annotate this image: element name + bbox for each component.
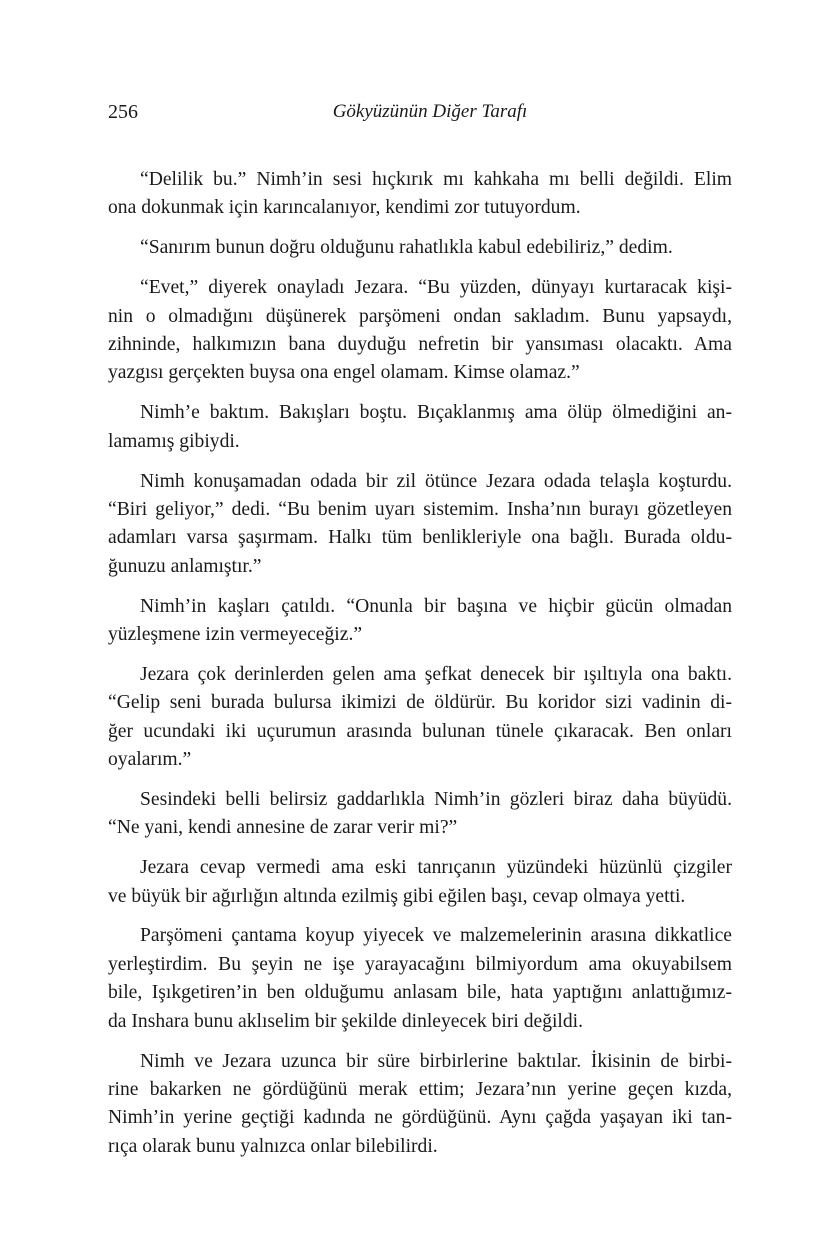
text-line: “Ne yani, kendi annesine de zarar verir mi?” [108, 817, 458, 839]
text-line: rıça olarak bunu yalnızca onlar bilebilirdi. [108, 1135, 438, 1157]
text-line: ve büyük bir ağırlığın altında ezilmiş gibi eğilen başı, cevap olmaya yetti. [108, 885, 686, 907]
text-line: “Delilik bu.” Nimh’in sesi hıçkırık mı kahkaha mı belli değildi. Elim [140, 169, 732, 190]
text-line: Nimh’in yerine geçtiği kadında ne gördüğünü. Aynı çağda yaşayan iki tan- [108, 1107, 732, 1129]
running-header [108, 101, 732, 131]
text-line: Nimh konuşamadan odada bir zil ötünce Jezara odada telaşla koşturdu. [140, 470, 732, 492]
paragraph [108, 274, 732, 388]
text-line: oyalarım.” [108, 749, 192, 771]
paragraph [108, 468, 732, 582]
paragraph [108, 166, 732, 223]
text-line: da Inshara bunu aklıselim bir şekilde dinleyecek biri değildi. [108, 1010, 584, 1032]
text-line: “Sanırım bunun doğru olduğunu rahatlıkla kabul edebiliriz,” dedim. [140, 237, 673, 259]
paragraph [108, 854, 732, 911]
text-line: zihninde, halkımızın bana duyduğu nefretin bir yansıması olacaktı. Ama [108, 333, 732, 355]
text-line: Nimh’e baktım. Bakışları boştu. Bıçaklanmış ama ölüp ölmediğini an- [140, 402, 732, 424]
paragraph [108, 1048, 732, 1162]
paragraph [108, 593, 732, 650]
body-text [108, 166, 732, 1173]
text-line: Nimh’in kaşları çatıldı. “Onunla bir başına ve hiçbir gücün olmadan [140, 595, 732, 617]
text-line: Jezara cevap vermedi ama eski tanrıçanın yüzündeki hüzünlü çizgiler [140, 857, 732, 879]
text-line: ğunuzu anlamıştır.” [108, 555, 262, 577]
running-title: Gökyüzünün Diğer Tarafı [332, 101, 528, 122]
text-line: “Evet,” diyerek onayladı Jezara. “Bu yüzden, dünyayı kurtaracak kişi- [140, 277, 732, 299]
paragraph [108, 661, 732, 775]
text-line: adamları varsa şaşırmam. Halkı tüm benlikleriyle ona bağlı. Burada oldu- [108, 527, 732, 549]
text-line: yerleştirdim. Bu şeyin ne işe yarayacağını bilmiyordum ama okuyabilsem [108, 953, 732, 975]
text-line: ona dokunmak için karıncalanıyor, kendimi zor tutuyordum. [108, 197, 581, 219]
text-line: Sesindeki belli belirsiz gaddarlıkla Nimh’in gözleri biraz daha büyüdü. [140, 788, 732, 810]
text-line: lamamış gibiydi. [108, 430, 240, 452]
text-line: Parşömeni çantama koyup yiyecek ve malzemelerinin arasına dikkatlice [140, 925, 732, 947]
text-line: rine bakarken ne gördüğünü merak ettim; Jezara’nın yerine geçen kızda, [108, 1078, 732, 1100]
text-line: “Gelip seni burada bulursa ikimizi de öldürür. Bu koridor sizi vadinin di- [108, 692, 732, 714]
paragraph [108, 922, 732, 1036]
text-line: nin o olmadığını düşünerek parşömeni ondan sakladım. Bunu yapsaydı, [108, 305, 732, 327]
paragraph [108, 234, 732, 262]
text-line: ğer ucundaki iki uçurumun arasında bulunan tünele çıkaracak. Ben onları [108, 720, 732, 742]
text-line: “Biri geliyor,” dedi. “Bu benim uyarı sistemim. Insha’nın burayı gözetleyen [108, 498, 732, 520]
text-line: yazgısı gerçekten buysa ona engel olamam. Kimse olamaz.” [108, 362, 580, 384]
paragraph [108, 399, 732, 456]
text-line: Jezara çok derinlerden gelen ama şefkat denecek bir ışıltıyla ona baktı. [140, 663, 732, 685]
text-line: Nimh ve Jezara uzunca bir süre birbirlerine baktılar. İkisinin de birbi- [140, 1050, 732, 1072]
text-line: bile, Işıkgetiren’in ben olduğumu anlasam bile, hata yaptığını anlattığımız- [108, 982, 732, 1004]
text-line: yüzleşmene izin vermeyeceğiz.” [108, 623, 363, 645]
page-number: 256 [108, 101, 138, 123]
paragraph [108, 786, 732, 843]
